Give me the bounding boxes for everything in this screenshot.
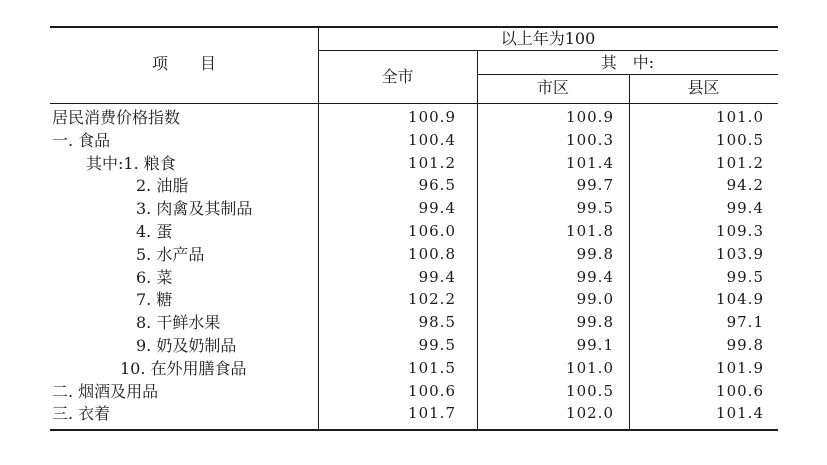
urban-value: 99.4 [576, 267, 614, 286]
urban-value: 99.7 [576, 176, 614, 195]
county-value: 101.2 [716, 153, 764, 172]
county-value: 99.5 [726, 267, 764, 286]
header-bottom-rule [50, 103, 778, 104]
row-label: 4. 蛋 [136, 221, 173, 241]
among-header: 其 中: [600, 53, 655, 72]
row-label: 8. 干鲜水果 [136, 313, 221, 333]
urban-value: 102.0 [566, 404, 614, 423]
county-value: 109.3 [716, 221, 764, 240]
table-row [50, 312, 778, 335]
urban-value: 99.0 [576, 290, 614, 309]
county-value: 101.0 [716, 108, 764, 126]
row-label: 3. 肉禽及其制品 [136, 199, 253, 219]
urban-value: 100.5 [566, 381, 614, 400]
whole-city-value: 106.0 [408, 221, 456, 240]
row-label: 6. 菜 [136, 267, 173, 287]
table-row [50, 130, 778, 153]
whole-city-value: 100.4 [408, 130, 456, 149]
row-label: 10. 在外用膳食品 [120, 358, 247, 378]
table-body [50, 107, 778, 426]
row-label: 居民消费价格指数 [52, 108, 181, 127]
whole-city-value: 102.2 [408, 290, 456, 309]
row-label: 2. 油脂 [136, 176, 189, 196]
urban-value: 100.3 [566, 130, 614, 149]
row-label: 5. 水产品 [136, 244, 205, 264]
county-value: 100.6 [716, 381, 764, 400]
county-value: 101.4 [716, 404, 764, 423]
whole-city-value: 99.4 [418, 199, 456, 218]
table-row [50, 107, 778, 130]
row-label: 三. 衣着 [52, 404, 111, 424]
urban-value: 101.8 [566, 221, 614, 240]
urban-value: 100.9 [566, 108, 614, 126]
county-value: 94.2 [726, 176, 764, 195]
whole-city-value: 100.8 [408, 244, 456, 263]
urban-header: 市区 [536, 78, 569, 97]
table-row [50, 403, 778, 426]
county-value: 101.9 [716, 358, 764, 377]
table-row [50, 335, 778, 358]
table-top-rule [50, 26, 778, 28]
whole-city-value: 100.6 [408, 381, 456, 400]
whole-city-header: 全市 [381, 67, 414, 86]
table-row [50, 221, 778, 244]
county-value: 99.8 [726, 335, 764, 354]
table-row [50, 244, 778, 267]
whole-city-value: 99.4 [418, 267, 456, 286]
table-row [50, 289, 778, 312]
header-sub-rule-1 [318, 50, 778, 51]
urban-value: 99.8 [576, 313, 614, 332]
county-value: 99.4 [726, 199, 764, 218]
table-row [50, 358, 778, 381]
county-value: 103.9 [716, 244, 764, 263]
item-column-header: 项 目 [151, 54, 216, 73]
table-row [50, 198, 778, 221]
whole-city-value: 99.5 [418, 335, 456, 354]
urban-value: 99.5 [576, 199, 614, 218]
whole-city-value: 98.5 [418, 313, 456, 332]
whole-city-value: 96.5 [418, 176, 456, 195]
row-label: 二. 烟酒及用品 [52, 381, 159, 401]
base-year-header: 以上年为100 [500, 29, 596, 48]
table-bottom-rule [50, 429, 778, 431]
row-label: 7. 糖 [136, 290, 173, 310]
urban-value: 101.4 [566, 153, 614, 172]
urban-value: 99.1 [576, 335, 614, 354]
county-header: 县区 [687, 78, 720, 97]
whole-city-value: 101.2 [408, 153, 456, 172]
urban-value: 101.0 [566, 358, 614, 377]
county-value: 100.5 [716, 130, 764, 149]
whole-city-value: 101.5 [408, 358, 456, 377]
county-value: 104.9 [716, 290, 764, 309]
price-index-table [50, 26, 778, 431]
whole-city-value: 100.9 [408, 108, 456, 126]
row-label: 一. 食品 [52, 130, 111, 150]
county-value: 97.1 [726, 313, 764, 332]
table-row [50, 153, 778, 176]
table-row [50, 175, 778, 198]
row-label: 其中:1. 粮食 [86, 153, 176, 173]
header-sub-rule-2 [477, 74, 778, 75]
whole-city-value: 101.7 [408, 404, 456, 423]
table-row [50, 267, 778, 290]
row-label: 9. 奶及奶制品 [136, 335, 237, 355]
table-row [50, 381, 778, 404]
urban-value: 99.8 [576, 244, 614, 263]
